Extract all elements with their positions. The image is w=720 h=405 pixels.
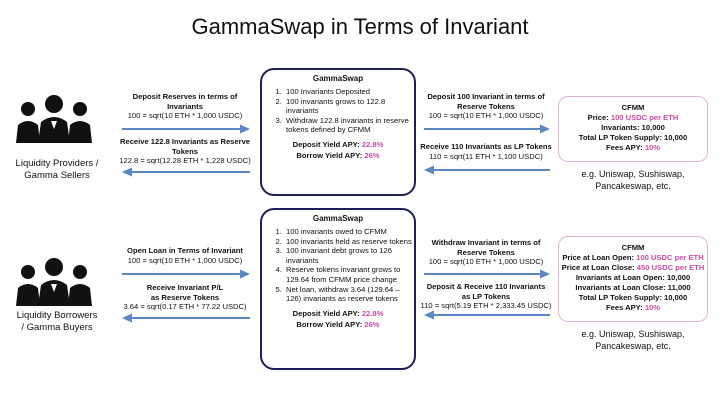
label-receive-reserve-tokens: Receive 122.8 Invariants as Reserve Tokens 122.8 = sqrt(12.28 ETH * 1,228 USDC) bbox=[119, 137, 251, 165]
arrow-right bbox=[122, 269, 250, 279]
arrow-left bbox=[122, 313, 250, 323]
list-item: 4. Reserve tokens invariant grows to 129.64 from CFMM price change bbox=[284, 265, 414, 284]
group-caption-borrowers: Liquidity Borrowers / Gamma Buyers bbox=[16, 310, 98, 333]
deposit-yield: Deposit Yield APY: 22.8% bbox=[292, 139, 384, 149]
arrow-right bbox=[424, 269, 550, 279]
examples-caption: e.g. Uniswap, Sushiswap, Pancakeswap, etc. bbox=[581, 329, 685, 351]
page-title: GammaSwap in Terms of Invariant bbox=[191, 14, 529, 39]
arrow-right bbox=[122, 124, 250, 134]
list-item: 1. 100 invariants owed to CFMM bbox=[284, 227, 414, 237]
label-open-loan: Open Loan in Terms of Invariant 100 = sqrt(10 ETH * 1,000 USDC) bbox=[127, 246, 243, 265]
list-item: 3. Withdraw 122.8 invariants in reserve tokens defined by CFMM bbox=[284, 116, 414, 135]
arrow-right bbox=[424, 124, 550, 134]
label-withdraw-invariant: Withdraw Invariant in terms of Reserve Tokens 100 = sqrt(10 ETH * 1,000 USDC) bbox=[428, 238, 544, 266]
examples-caption: e.g. Uniswap, Sushiswap, Pancakeswap, etc. bbox=[581, 169, 685, 191]
list-item: 2. 100 invariants grows to 122.8 invariants bbox=[284, 97, 414, 116]
list-item: 3. 100 invariant debt grows to 126 invariants bbox=[284, 246, 414, 265]
list-item: 5. Net loan, withdraw 3.64 (129.64 – 126) invariants as reserve tokens bbox=[284, 285, 414, 304]
label-deposit-receive-lp: Deposit & Receive 110 Invariants as LP Tokens 110 = sqrt(5.19 ETH * 2,333.45 USDC) bbox=[420, 282, 552, 310]
gammaswap-box-top bbox=[260, 68, 416, 196]
deposit-yield: Deposit Yield APY: 22.8% bbox=[292, 308, 384, 318]
label-deposit-reserves: Deposit Reserves in terms of Invariants 100 = sqrt(10 ETH * 1,000 USDC) bbox=[127, 92, 243, 120]
gammaswap-heading: GammaSwap bbox=[312, 74, 364, 83]
borrow-yield: Borrow Yield APY: 26% bbox=[296, 150, 380, 160]
list-item: 1. 100 Invariants Deposited bbox=[284, 87, 414, 97]
people-group-icon bbox=[14, 93, 94, 143]
gammaswap-heading: GammaSwap bbox=[312, 214, 364, 223]
gammaswap-steps bbox=[262, 87, 414, 135]
group-caption-providers: Liquidity Providers / Gamma Sellers bbox=[15, 158, 99, 181]
borrow-yield: Borrow Yield APY: 26% bbox=[296, 319, 380, 329]
cfmm-box-bottom: CFMM Price at Loan Open: 100 USDC per ETH Price at Loan Close: 450 USDC per ETH Invariants at Loan Open: 10,000 Invariants at Loan Close: 11,000 Total LP Token Supply: 10,000 Fees APY: 10% bbox=[558, 236, 708, 322]
arrow-left bbox=[424, 165, 550, 175]
label-receive-invariant-pl: Receive Invariant P/L as Reserve Tokens 3.64 = sqrt(0.17 ETH * 77.22 USDC) bbox=[123, 283, 247, 311]
gammaswap-steps bbox=[262, 227, 414, 304]
arrow-left bbox=[424, 310, 550, 320]
people-group-icon bbox=[14, 256, 94, 306]
cfmm-box-top: CFMM Price: 100 USDC per ETH Invariants: 10,000 Total LP Token Supply: 10,000 Fees APY: 10% bbox=[558, 96, 708, 162]
arrow-left bbox=[122, 167, 250, 177]
list-item: 2. 100 invariants held as reserve tokens bbox=[284, 237, 414, 247]
label-receive-lp-tokens: Receive 110 Invariants as LP Tokens 110 = sqrt(11 ETH * 1,100 USDC) bbox=[420, 142, 552, 161]
label-deposit-invariant: Deposit 100 Invariant in terms of Reserve Tokens 100 = sqrt(10 ETH * 1,000 USDC) bbox=[427, 92, 545, 120]
gammaswap-box-bottom bbox=[260, 208, 416, 370]
